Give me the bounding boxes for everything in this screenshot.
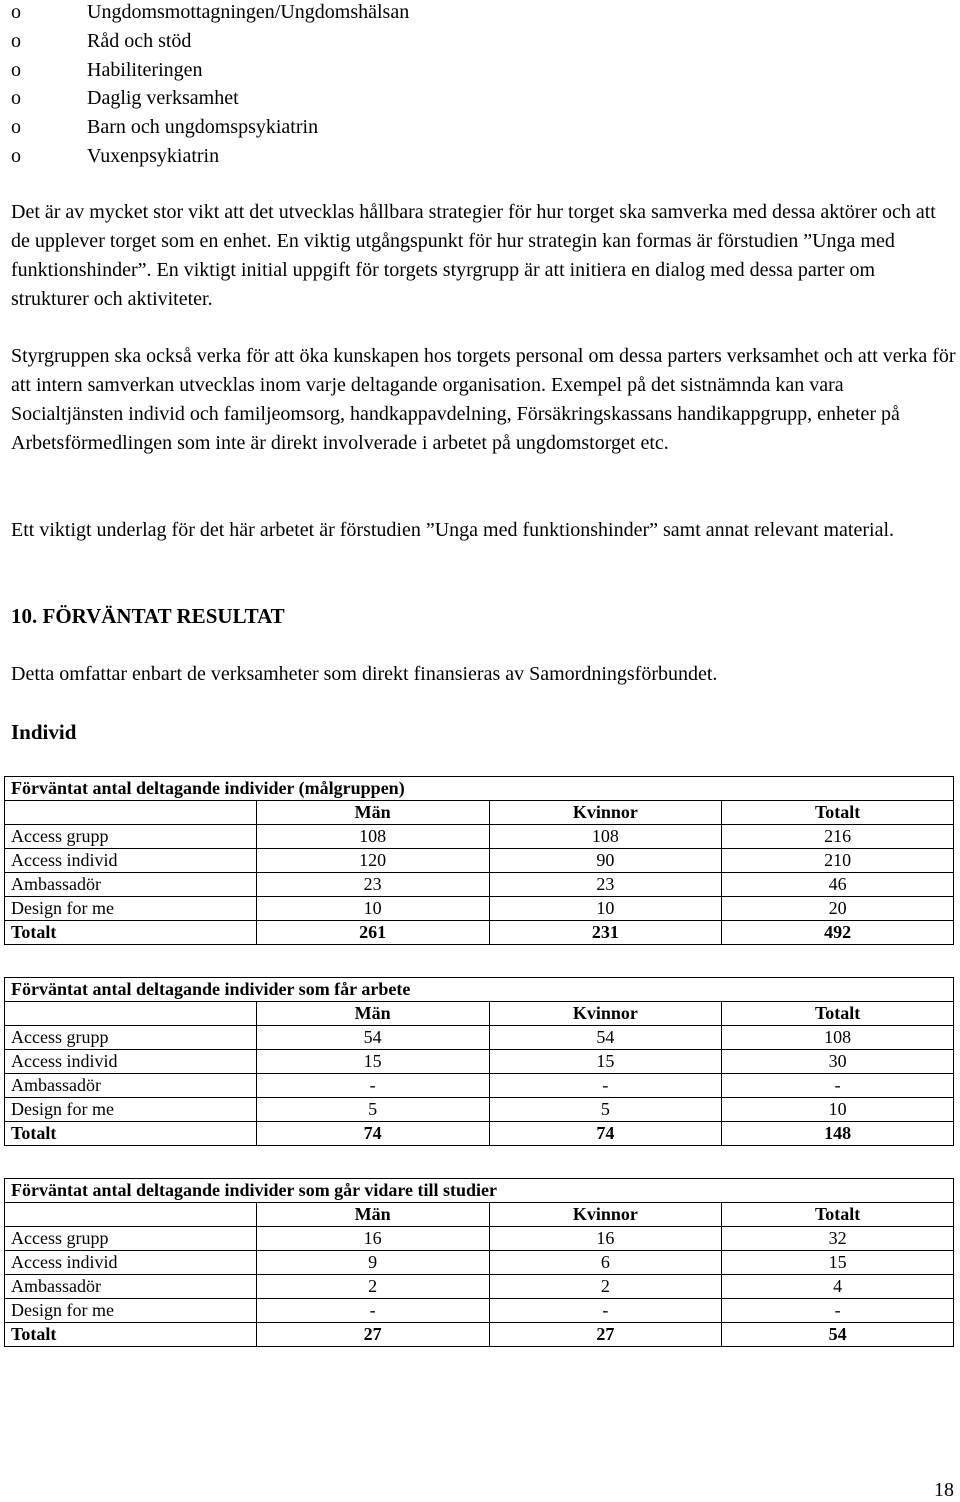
cell-totalt: 4 bbox=[722, 1275, 954, 1299]
cell-man: 23 bbox=[256, 873, 489, 897]
cell-kvinnor: 90 bbox=[489, 849, 722, 873]
paragraph-steering-group: Styrgruppen ska också verka för att öka kunskapen hos torgets personal om dessa parters verksamhet och att verka för att intern samverkan utvecklas inom varje deltagande organisation. Exempel på det sistnämnda kan vara Socialtjänsten individ och familjeomsorg, handkappavdelning, Försäkringskassans handikappgrupp, enheter på Arbetsförmedlingen som inte är direkt involverade i arbetet på ungdomstorget etc. bbox=[11, 345, 956, 454]
cell-kvinnor: - bbox=[489, 1074, 722, 1098]
table-row bbox=[5, 1299, 954, 1323]
table-row bbox=[5, 1074, 954, 1098]
list-item-text: Daglig verksamhet bbox=[87, 87, 239, 110]
list-item-text: Vuxenpsykiatrin bbox=[87, 144, 220, 167]
cell-man: 120 bbox=[256, 849, 489, 873]
table-header-row bbox=[5, 1002, 954, 1026]
list-item bbox=[11, 113, 409, 142]
table-row bbox=[5, 1050, 954, 1074]
total-kvinnor: 231 bbox=[489, 921, 722, 945]
total-label: Totalt bbox=[5, 1323, 257, 1347]
row-label: Access individ bbox=[5, 849, 257, 873]
cell-kvinnor: 108 bbox=[489, 825, 722, 849]
table-row bbox=[5, 873, 954, 897]
table-row bbox=[5, 1251, 954, 1275]
cell-man: 2 bbox=[256, 1275, 489, 1299]
table-total-row bbox=[5, 1323, 954, 1347]
cell-man: 10 bbox=[256, 897, 489, 921]
row-label: Ambassadör bbox=[5, 1074, 257, 1098]
list-item-text: Habiliteringen bbox=[87, 58, 203, 81]
table-employment bbox=[4, 977, 954, 1146]
cell-totalt: 210 bbox=[722, 849, 954, 873]
table-header-row bbox=[5, 801, 954, 825]
cell-kvinnor: - bbox=[489, 1299, 722, 1323]
list-item-text: Barn och ungdomspsykiatrin bbox=[87, 116, 319, 139]
cell-man: - bbox=[256, 1299, 489, 1323]
cell-kvinnor: 5 bbox=[489, 1098, 722, 1122]
paragraph-strategy: Det är av mycket stor vikt att det utvecklas hållbara strategier för hur torget ska samverka med dessa aktörer och att de upplever torget som en enhet. En viktig utgångspunkt för hur strategin kan formas är förstudien ”Unga med funktionshinder”. En viktigt initial uppgift för torgets styrgrupp är att initiera en dialog med dessa parter om strukturer och aktiviteter. bbox=[11, 201, 936, 310]
row-label: Access grupp bbox=[5, 825, 257, 849]
column-header-kvinnor: Kvinnor bbox=[489, 1002, 722, 1026]
total-man: 74 bbox=[256, 1122, 489, 1146]
cell-totalt: 30 bbox=[722, 1050, 954, 1074]
cell-totalt: 108 bbox=[722, 1026, 954, 1050]
cell-man: 54 bbox=[256, 1026, 489, 1050]
bullet-marker: o bbox=[11, 144, 21, 167]
table-target-group bbox=[4, 776, 954, 945]
paragraph-scope: Detta omfattar enbart de verksamheter som direkt finansieras av Samordningsförbundet. bbox=[11, 663, 718, 685]
table-title-row bbox=[5, 1179, 954, 1203]
table-row bbox=[5, 825, 954, 849]
list-item bbox=[11, 0, 409, 27]
list-item-text: Ungdomsmottagningen/Ungdomshälsan bbox=[87, 1, 410, 23]
table-studies bbox=[4, 1178, 954, 1347]
column-header-man: Män bbox=[256, 1203, 489, 1227]
table-row bbox=[5, 1275, 954, 1299]
column-header-totalt: Totalt bbox=[722, 1002, 954, 1026]
table-title: Förväntat antal deltagande individer som går vidare till studier bbox=[5, 1179, 954, 1203]
row-label: Access grupp bbox=[5, 1227, 257, 1251]
column-header-man: Män bbox=[256, 1002, 489, 1026]
bullet-marker: o bbox=[11, 116, 21, 139]
row-label: Access individ bbox=[5, 1050, 257, 1074]
table-title: Förväntat antal deltagande individer som får arbete bbox=[5, 978, 954, 1002]
table-row bbox=[5, 897, 954, 921]
subheading-individ: Individ bbox=[11, 720, 77, 744]
table-title-row bbox=[5, 978, 954, 1002]
cell-kvinnor: 15 bbox=[489, 1050, 722, 1074]
row-label: Access grupp bbox=[5, 1026, 257, 1050]
cell-kvinnor: 6 bbox=[489, 1251, 722, 1275]
cell-kvinnor: 16 bbox=[489, 1227, 722, 1251]
cell-totalt: - bbox=[722, 1074, 954, 1098]
table-row bbox=[5, 1098, 954, 1122]
header-empty-cell bbox=[5, 1002, 257, 1026]
row-label: Design for me bbox=[5, 1299, 257, 1323]
table-row bbox=[5, 1026, 954, 1050]
page-number: 18 bbox=[934, 1479, 954, 1501]
row-label: Ambassadör bbox=[5, 873, 257, 897]
total-label: Totalt bbox=[5, 1122, 257, 1146]
list-item bbox=[11, 142, 409, 171]
section-heading: 10. FÖRVÄNTAT RESULTAT bbox=[11, 604, 285, 628]
total-totalt: 148 bbox=[722, 1122, 954, 1146]
cell-man: - bbox=[256, 1074, 489, 1098]
actor-bullet-list bbox=[11, 0, 409, 171]
list-item-text: Råd och stöd bbox=[87, 29, 192, 52]
bullet-marker: o bbox=[11, 1, 21, 23]
list-item bbox=[11, 27, 409, 56]
bullet-marker: o bbox=[11, 29, 21, 52]
table-total-row bbox=[5, 921, 954, 945]
cell-totalt: 32 bbox=[722, 1227, 954, 1251]
column-header-totalt: Totalt bbox=[722, 1203, 954, 1227]
total-kvinnor: 74 bbox=[489, 1122, 722, 1146]
bullet-marker: o bbox=[11, 87, 21, 110]
total-totalt: 492 bbox=[722, 921, 954, 945]
list-item bbox=[11, 84, 409, 113]
cell-totalt: 46 bbox=[722, 873, 954, 897]
column-header-totalt: Totalt bbox=[722, 801, 954, 825]
cell-totalt: 20 bbox=[722, 897, 954, 921]
total-totalt: 54 bbox=[722, 1323, 954, 1347]
table-row bbox=[5, 849, 954, 873]
cell-man: 15 bbox=[256, 1050, 489, 1074]
column-header-kvinnor: Kvinnor bbox=[489, 1203, 722, 1227]
table-title-row bbox=[5, 777, 954, 801]
bullet-marker: o bbox=[11, 58, 21, 81]
cell-man: 5 bbox=[256, 1098, 489, 1122]
cell-totalt: - bbox=[722, 1299, 954, 1323]
header-empty-cell bbox=[5, 801, 257, 825]
row-label: Ambassadör bbox=[5, 1275, 257, 1299]
table-title: Förväntat antal deltagande individer (målgruppen) bbox=[5, 777, 954, 801]
cell-man: 16 bbox=[256, 1227, 489, 1251]
column-header-kvinnor: Kvinnor bbox=[489, 801, 722, 825]
total-kvinnor: 27 bbox=[489, 1323, 722, 1347]
paragraph-basis: Ett viktigt underlag för det här arbetet är förstudien ”Unga med funktionshinder” samt annat relevant material. bbox=[11, 519, 895, 541]
cell-kvinnor: 54 bbox=[489, 1026, 722, 1050]
cell-man: 9 bbox=[256, 1251, 489, 1275]
cell-man: 108 bbox=[256, 825, 489, 849]
row-label: Design for me bbox=[5, 897, 257, 921]
cell-kvinnor: 2 bbox=[489, 1275, 722, 1299]
row-label: Access individ bbox=[5, 1251, 257, 1275]
table-row bbox=[5, 1227, 954, 1251]
column-header-man: Män bbox=[256, 801, 489, 825]
cell-totalt: 10 bbox=[722, 1098, 954, 1122]
list-item bbox=[11, 56, 409, 85]
total-man: 27 bbox=[256, 1323, 489, 1347]
total-label: Totalt bbox=[5, 921, 257, 945]
row-label: Design for me bbox=[5, 1098, 257, 1122]
cell-kvinnor: 10 bbox=[489, 897, 722, 921]
header-empty-cell bbox=[5, 1203, 257, 1227]
table-header-row bbox=[5, 1203, 954, 1227]
cell-totalt: 216 bbox=[722, 825, 954, 849]
table-total-row bbox=[5, 1122, 954, 1146]
cell-kvinnor: 23 bbox=[489, 873, 722, 897]
total-man: 261 bbox=[256, 921, 489, 945]
cell-totalt: 15 bbox=[722, 1251, 954, 1275]
